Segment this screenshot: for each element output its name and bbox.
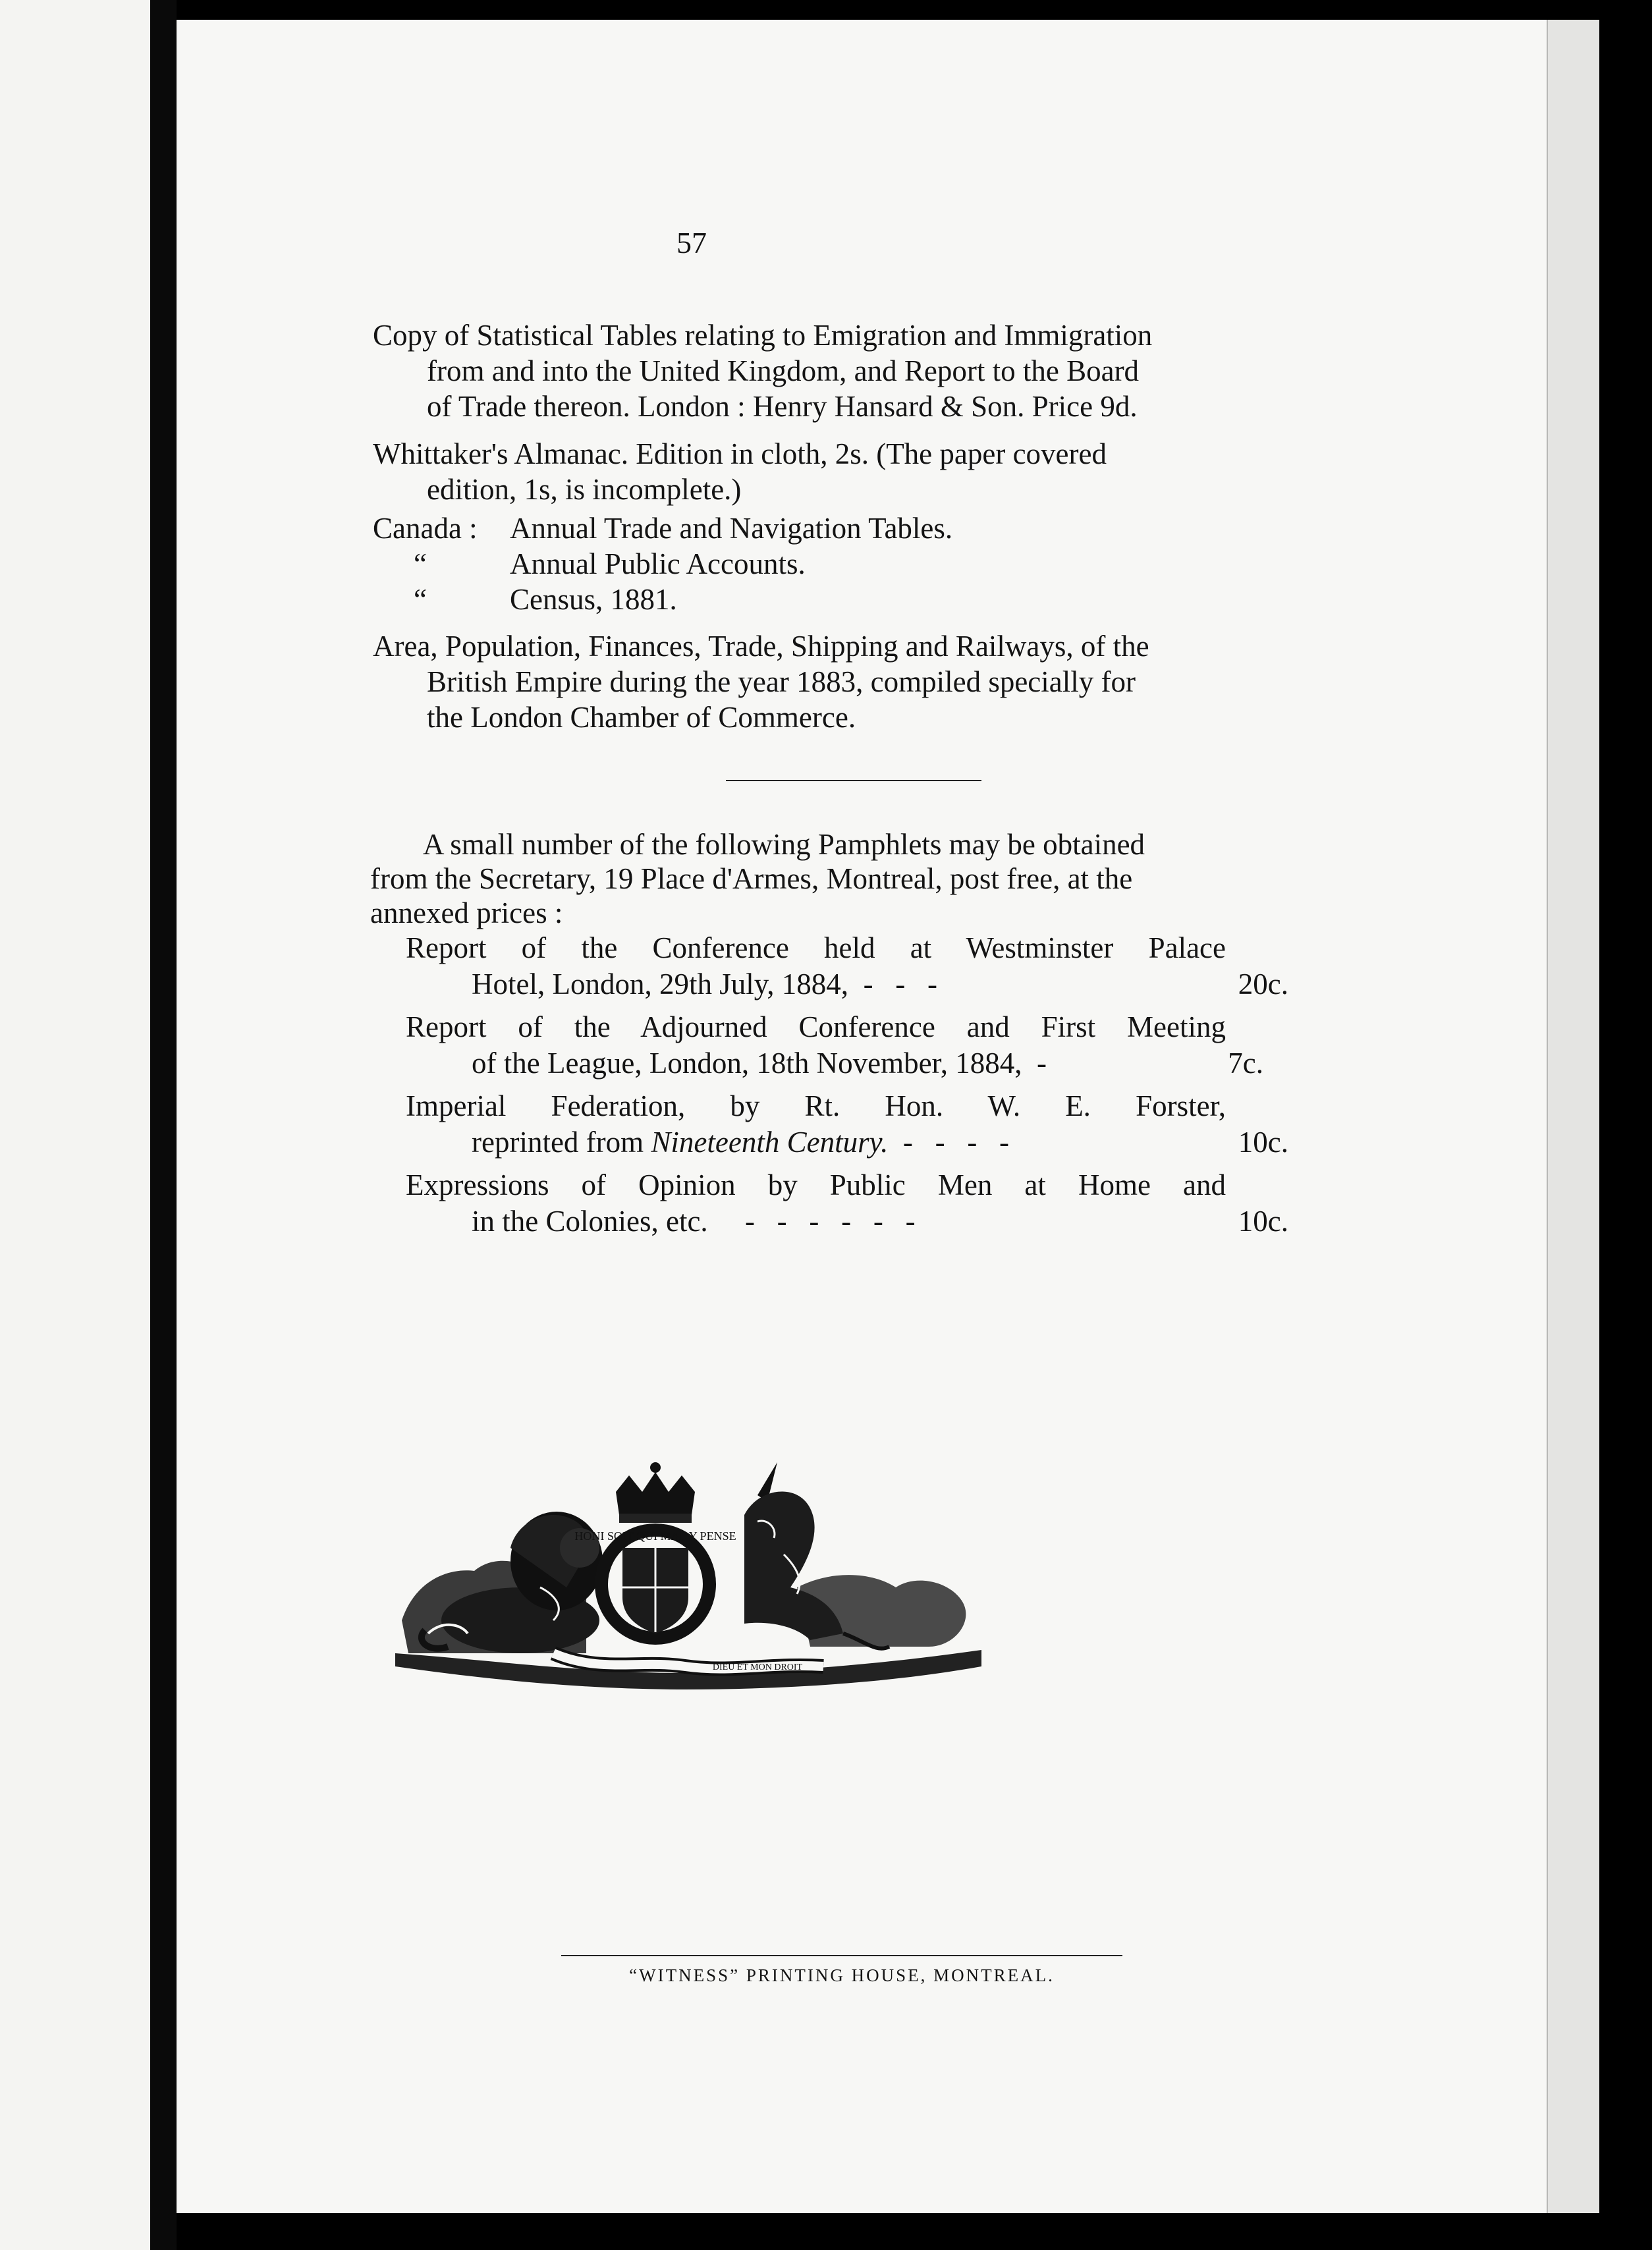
- pamphlet-item: [406, 1088, 1288, 1161]
- canada-label: Canada :: [373, 512, 478, 545]
- reference-entry-british-empire: [373, 628, 1335, 735]
- entry-continuation-line: British Empire during the year 1883, compiled specially for: [427, 665, 1136, 698]
- pamphlet-detail: reprinted from: [472, 1126, 651, 1159]
- pamphlet-title: Imperial Federation, by Rt. Hon. W. E. Forster,: [406, 1089, 1226, 1122]
- pamphlet-price: 20c.: [1238, 968, 1288, 1001]
- pamphlet-item: [406, 1167, 1288, 1240]
- royal-coat-of-arms-image: [389, 1456, 981, 1693]
- reference-entry-canada: [373, 510, 1295, 617]
- pamphlet-item: [406, 930, 1288, 1002]
- intro-line: A small number of the following Pamphlets may be obtained: [423, 828, 1145, 861]
- dot-leaders: - - - - - -: [707, 1205, 916, 1238]
- royal-motto: DIEU ET MON DROIT: [712, 1662, 803, 1672]
- entry-continuation-line: the London Chamber of Commerce.: [427, 701, 856, 734]
- pamphlet-price: 7c.: [1228, 1047, 1263, 1080]
- canada-item: Annual Trade and Navigation Tables.: [510, 512, 953, 545]
- pamphlet-title: Expressions of Opinion by Public Men at Home and: [406, 1168, 1226, 1201]
- intro-line: annexed prices :: [370, 896, 563, 929]
- pamphlet-title: Report of the Conference held at Westminster Palace: [406, 931, 1226, 964]
- pamphlet-item: [406, 1009, 1263, 1082]
- canada-item: Annual Public Accounts.: [510, 547, 806, 580]
- pamphlet-title: Report of the Adjourned Conference and First Meeting: [406, 1010, 1226, 1043]
- canada-item: Census, 1881.: [510, 583, 677, 616]
- previous-page-edge: [0, 0, 150, 2250]
- page-fore-edge: [1547, 20, 1599, 2213]
- entry-first-line: Whittaker's Almanac. Edition in cloth, 2s. (The paper covered: [373, 437, 1107, 470]
- pamphlet-detail: Hotel, London, 29th July, 1884,: [472, 968, 849, 1001]
- printer-imprint: “WITNESS” PRINTING HOUSE, MONTREAL.: [629, 1965, 1055, 1985]
- ditto-mark: “: [414, 583, 427, 616]
- entry-continuation-line: from and into the United Kingdom, and Report to the Board: [427, 354, 1140, 387]
- pamphlet-detail: in the Colonies, etc.: [472, 1205, 708, 1238]
- garter-motto: HONI SOIT QUI MAL Y PENSE: [574, 1529, 736, 1543]
- pamphlet-price: 10c.: [1238, 1126, 1288, 1159]
- entry-continuation-line: of Trade thereon. London : Henry Hansard & Son. Price 9d.: [427, 390, 1138, 423]
- book-spine: [150, 0, 177, 2250]
- entry-continuation-line: edition, 1s, is incomplete.): [427, 473, 742, 506]
- page-number: 57: [676, 226, 707, 260]
- ditto-mark: “: [414, 547, 427, 580]
- dot-leaders: - - -: [848, 968, 938, 1001]
- footer-rule: [561, 1955, 1122, 1956]
- dot-leaders: -: [1022, 1047, 1047, 1080]
- intro-line: from the Secretary, 19 Place d'Armes, Montreal, post free, at the: [370, 862, 1133, 895]
- pamphlet-source-title: Nineteenth Century.: [651, 1126, 889, 1159]
- section-divider: [726, 780, 981, 781]
- entry-first-line: Area, Population, Finances, Trade, Shipping and Railways, of the: [373, 630, 1149, 663]
- pamphlets-intro: [370, 827, 1332, 930]
- dot-leaders: - - - -: [888, 1126, 1010, 1159]
- reference-entry-whittakers-almanac: [373, 436, 1335, 507]
- entry-first-line: Copy of Statistical Tables relating to Emigration and Immigration: [373, 319, 1153, 352]
- pamphlet-detail: of the League, London, 18th November, 1884,: [472, 1047, 1022, 1080]
- reference-entry-statistical-tables: [373, 317, 1335, 424]
- pamphlet-price: 10c.: [1238, 1205, 1288, 1238]
